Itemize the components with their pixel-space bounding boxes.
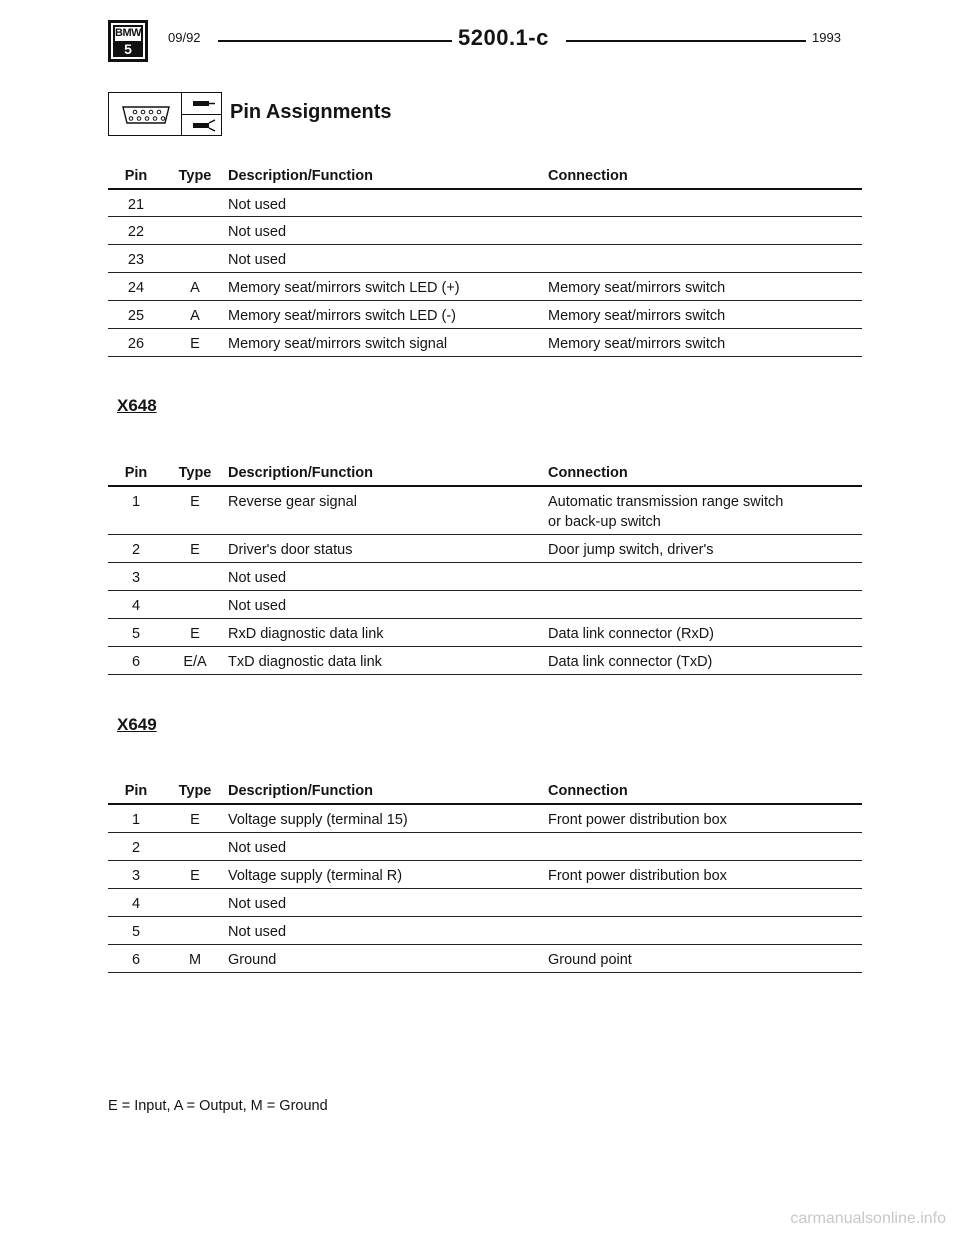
- table-row: 23 Not used: [108, 244, 862, 272]
- table-row: 5 E RxD diagnostic data link Data link connector (RxD): [108, 618, 862, 646]
- header-date: 09/92: [168, 30, 201, 45]
- column-description: Description/Function: [228, 168, 373, 184]
- table-row: 4 Not used: [108, 888, 862, 916]
- connector-pin-icon: [108, 92, 222, 136]
- column-connection: Connection: [548, 465, 628, 481]
- document-code: 5200.1-c: [458, 25, 549, 50]
- table-row: 25 A Memory seat/mirrors switch LED (-) Memory seat/mirrors switch: [108, 300, 862, 328]
- table-header: [108, 463, 862, 485]
- header-year: 1993: [812, 30, 841, 45]
- column-connection: Connection: [548, 168, 628, 184]
- column-type: Type: [178, 465, 212, 481]
- column-description: Description/Function: [228, 465, 373, 481]
- header-rule-right: [566, 40, 806, 42]
- pin-table-continued: [108, 166, 862, 357]
- header-rule-left: [218, 40, 452, 42]
- table-row: 5 Not used: [108, 916, 862, 944]
- logo-series-text: 5: [113, 41, 143, 57]
- table-row: 24 A Memory seat/mirrors switch LED (+) Memory seat/mirrors switch: [108, 272, 862, 300]
- table-row: 6 E/A TxD diagnostic data link Data link connector (TxD): [108, 646, 862, 674]
- column-pin: Pin: [124, 168, 148, 184]
- table-row: 21 Not used: [108, 188, 862, 216]
- pin-table-x648: [108, 463, 862, 675]
- table-row: 2 E Driver's door status Door jump switch, driver's: [108, 534, 862, 562]
- table-row: 3 E Voltage supply (terminal R) Front power distribution box: [108, 860, 862, 888]
- table-header: [108, 781, 862, 803]
- pin-table-x649: [108, 781, 862, 973]
- bmw-5-series-logo: [108, 20, 148, 62]
- column-connection: Connection: [548, 783, 628, 799]
- logo-brand-text: BMW: [113, 25, 143, 44]
- table-row: 6 M Ground Ground point: [108, 944, 862, 972]
- type-legend: E = Input, A = Output, M = Ground: [108, 1098, 328, 1114]
- connector-title-x649: X649: [117, 715, 157, 734]
- column-type: Type: [178, 783, 212, 799]
- column-pin: Pin: [124, 465, 148, 481]
- table-row: 22 Not used: [108, 216, 862, 244]
- table-row: 4 Not used: [108, 590, 862, 618]
- watermark-footer[interactable]: carmanualsonline.info: [790, 1210, 946, 1227]
- column-pin: Pin: [124, 783, 148, 799]
- connector-title-x648: X648: [117, 396, 157, 415]
- table-header: [108, 166, 862, 188]
- column-type: Type: [178, 168, 212, 184]
- table-row: 1 E Reverse gear signal Automatic transmission range switch or back-up switch: [108, 485, 862, 534]
- table-row: 2 Not used: [108, 832, 862, 860]
- table-row: 1 E Voltage supply (terminal 15) Front power distribution box: [108, 803, 862, 832]
- page-title: Pin Assignments: [230, 101, 392, 123]
- table-row: 26 E Memory seat/mirrors switch signal Memory seat/mirrors switch: [108, 328, 862, 356]
- table-row: 3 Not used: [108, 562, 862, 590]
- column-description: Description/Function: [228, 783, 373, 799]
